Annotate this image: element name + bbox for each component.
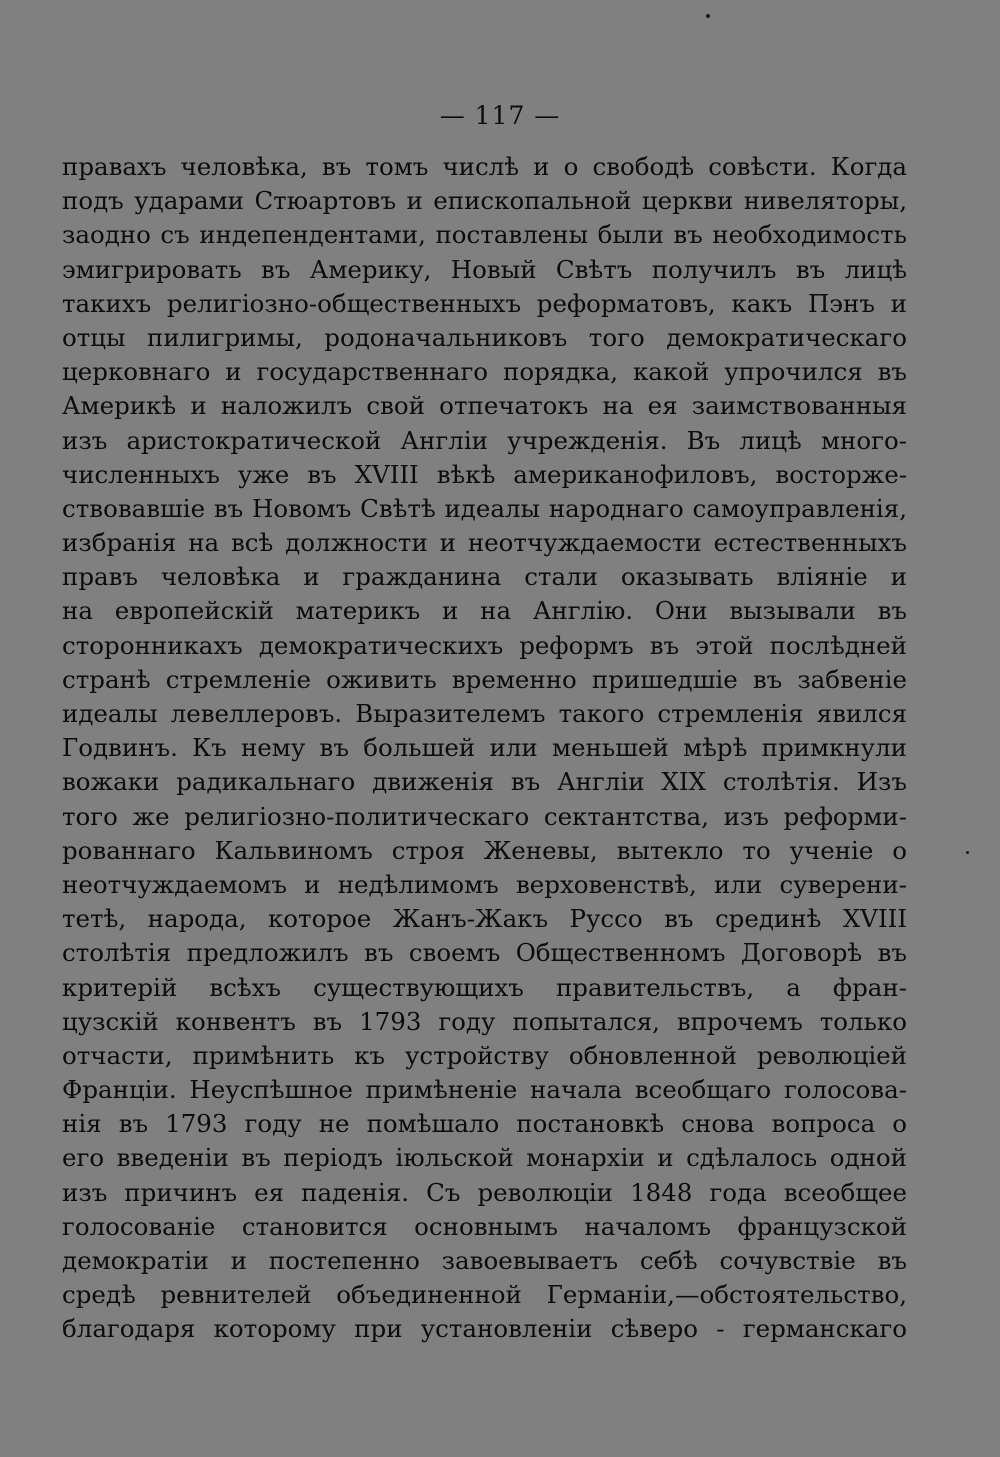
text-line: рованнаго Кальвиномъ строя Женевы, вытекло то ученіе о	[62, 835, 907, 865]
text-line: такихъ религіозно-общественныхъ реформатовъ, какъ Пэнъ и	[62, 288, 907, 318]
text-line: Америкѣ и наложилъ свой отпечатокъ на ея заимствованныя	[62, 391, 907, 421]
text-line: идеалы левеллеровъ. Выразителемъ такого стремленія явился	[62, 699, 907, 728]
text-line: сторонникахъ демократическихъ реформъ въ этой послѣдней	[62, 630, 907, 660]
text-line: голосованіе становится основнымъ началомъ французской	[62, 1211, 907, 1241]
text-line: вожаки радикальнаго движенія въ Англіи XIX столѣтія. Изъ	[62, 767, 907, 797]
text-line: на европейскій материкъ и на Англію. Они вызывали въ	[62, 596, 907, 626]
text-line: численныхъ уже въ XVIII вѣкѣ американофиловъ, восторже-	[62, 459, 907, 489]
text-line: неотчуждаемомъ и недѣлимомъ верховенствѣ, или суверени-	[62, 869, 907, 899]
page-number: — 117 —	[439, 101, 561, 130]
text-line: столѣтія предложилъ въ своемъ Общественномъ Договорѣ въ	[62, 938, 907, 968]
text-line: Франціи. Неуспѣшное примѣненіе начала всеобщаго голосова-	[62, 1075, 907, 1105]
text-line: правахъ человѣка, въ томъ числѣ и о свободѣ совѣсти. Когда	[62, 152, 907, 181]
text-line: заодно съ индепендентами, поставлены были въ необходимость	[62, 220, 907, 250]
text-line: критерій всѣхъ существующихъ правительствъ, а фран-	[62, 972, 907, 1002]
text-line: цузскій конвентъ въ 1793 году попытался, впрочемъ только	[62, 1006, 907, 1036]
scan-speck	[706, 14, 710, 18]
text-line: изъ аристократической Англіи учрежденія. Въ лицѣ много-	[62, 425, 907, 455]
text-line: его введеніи въ періодъ іюльской монархіи и сдѣлалось одной	[62, 1143, 907, 1173]
text-line: благодаря которому при установленіи сѣверо - германскаго	[62, 1314, 907, 1344]
text-line: того же религіозно-политическаго сектантства, изъ реформи-	[62, 801, 907, 831]
text-line: демократіи и постепенно завоевываетъ себѣ сочувствіе въ	[62, 1246, 907, 1275]
text-line: средѣ ревнителей объединенной Германіи,—обстоятельство,	[62, 1280, 907, 1310]
text-line: тетѣ, народа, которое Жанъ-Жакъ Руссо въ срединѣ XVIII	[62, 904, 907, 934]
text-line: отцы пилигримы, родоначальниковъ того демократическаго	[62, 322, 907, 352]
body-text	[62, 150, 907, 1347]
text-line: подъ ударами Стюартовъ и епископальной церкви нивеляторы,	[62, 186, 907, 216]
text-line: изъ причинъ ея паденія. Съ революціи 1848 года всеобщее	[62, 1177, 907, 1207]
scan-speck	[966, 851, 969, 854]
text-line: Годвинъ. Къ нему въ большей или меньшей мѣрѣ примкнули	[62, 733, 907, 763]
text-line: ствовавшіе въ Новомъ Свѣтѣ идеалы народнаго самоуправленія,	[62, 493, 907, 523]
text-line: правъ человѣка и гражданина стали оказывать вліяніе и	[62, 562, 907, 592]
text-line: отчасти, примѣнить къ устройству обновленной революціей	[62, 1040, 907, 1070]
text-line: нія въ 1793 году не помѣшало постановкѣ снова вопроса о	[62, 1109, 907, 1139]
text-line: церковнаго и государственнаго порядка, какой упрочился въ	[62, 357, 907, 387]
text-line: странѣ стремленіе оживить временно пришедшіе въ забвеніе	[62, 664, 907, 694]
text-line: эмигрировать въ Америку, Новый Свѣтъ получилъ въ лицѣ	[62, 254, 907, 284]
text-line: избранія на всѣ должности и неотчуждаемости естественныхъ	[62, 528, 907, 558]
